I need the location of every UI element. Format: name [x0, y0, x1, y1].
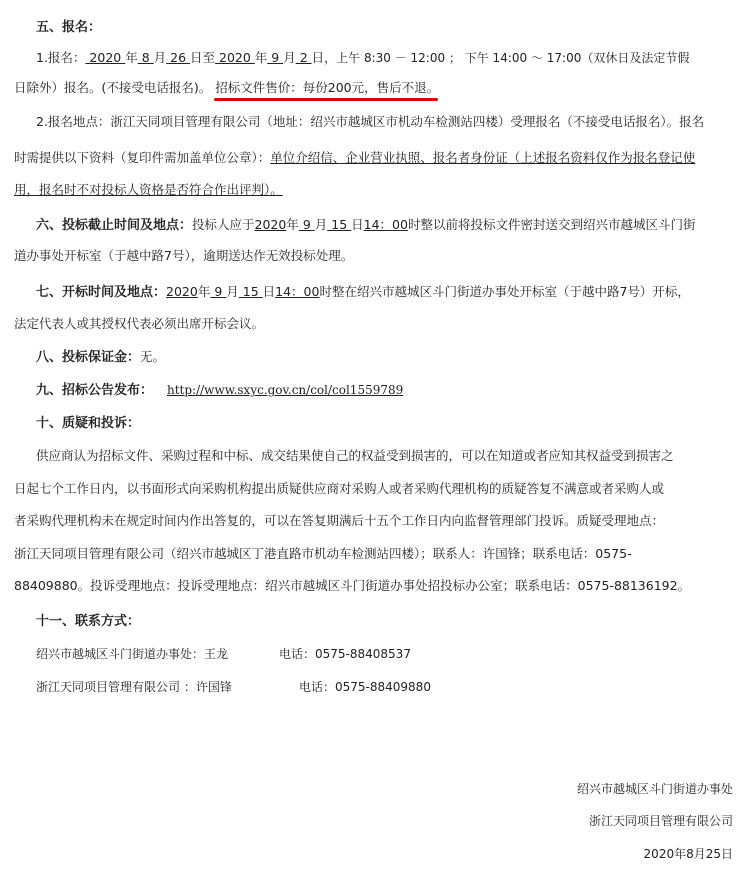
price-note: 招标文件售价：每份200元，售后不退。	[215, 80, 440, 95]
section5-line4	[14, 148, 695, 166]
start-month: 8	[137, 50, 154, 65]
text: 日至	[190, 50, 216, 65]
text: 日	[311, 50, 325, 65]
text: 月	[314, 217, 328, 232]
required-docs: 单位介绍信、企业营业执照、报名者身份证（上述报名资料仅作为报名登记使	[270, 150, 696, 165]
end-year: 2020	[215, 50, 255, 65]
start-year: 2020	[85, 50, 126, 65]
section10-line1: 供应商认为招标文件、采购过程和中标、成交结果使自己的权益受到损害的，可以在知道或者应知其权益受到损害之	[36, 448, 674, 463]
end-month: 9	[267, 50, 284, 65]
red-annotation-underline	[214, 98, 438, 101]
contact2-phone: 电话：0575-88409880	[299, 680, 431, 694]
section5-line3: 2.报名地点：浙江天同项目管理有限公司（地址：绍兴市越城区市机动车检测站四楼）受理报名（不接受电话报名）。报名	[36, 114, 705, 129]
section5-line2	[14, 78, 439, 96]
section10-title: 十、质疑和投诉：	[36, 416, 141, 431]
text: 日	[351, 217, 364, 232]
end-day: 2	[295, 50, 312, 65]
text: 年	[197, 284, 211, 299]
text: 时整在绍兴市越城区斗门街道办事处开标室（于越中路7号）开标，	[319, 284, 690, 299]
section10-line4: 浙江天同项目管理有限公司（绍兴市越城区丁港直路市机动车检测站四楼）；联系人：许国锋；联系电话：0575-	[14, 546, 632, 561]
text: 年	[254, 50, 268, 65]
deadline-year: 2020	[254, 217, 287, 232]
text: 日除外）报名。(不接受电话报名)。	[14, 80, 212, 95]
section10-line3: 者采购代理机构未在规定时间内作出答复的，可以在答复期满后十五个工作日内向监督管理部门投诉。质疑受理地点：	[14, 513, 665, 528]
text: 月	[153, 50, 167, 65]
deadline-day: 15	[327, 217, 352, 232]
section8-title: 八、投标保证金：	[36, 350, 141, 365]
contact1-name: 绍兴市越城区斗门街道办事处：王龙	[36, 647, 229, 661]
text: 日	[262, 284, 276, 299]
deadline-time: 14：00	[363, 217, 408, 232]
opening-day: 15	[238, 284, 263, 299]
text: 月	[226, 284, 239, 299]
section5-title: 五、报名：	[36, 20, 102, 35]
section6-line2: 道办事处开标室（于越中路7号），逾期送达作无效投标处理。	[14, 248, 354, 263]
text: 时整以前将投标文件密封送交到绍兴市越城区斗门街	[407, 217, 696, 232]
text: 投标人应于	[192, 217, 255, 232]
section6-title: 六、投标截止时间及地点：	[36, 218, 193, 233]
text: 月	[283, 50, 296, 65]
signature-org2: 浙江天同项目管理有限公司	[588, 814, 733, 828]
section6-line1	[36, 214, 695, 233]
text: 1.报名：	[36, 50, 86, 65]
opening-year: 2020	[166, 284, 198, 299]
section5-line1	[36, 48, 689, 66]
opening-month: 9	[210, 284, 227, 299]
contact1-phone: 电话：0575-88408537	[279, 647, 411, 661]
section7-line2: 法定代表人或其授权代表必须出席开标会议。	[14, 316, 265, 331]
bid-bond-value: 无。	[140, 349, 166, 364]
section9-title: 九、招标公告发布：	[36, 383, 154, 398]
section10-line2: 日起七个工作日内，以书面形式向采购机构提出质疑供应商对采购人或者采购代理机构的质疑答复不满意或者采购人或	[14, 481, 665, 496]
section9-line	[36, 379, 403, 398]
section11-title: 十一、联系方式：	[36, 614, 141, 629]
deadline-month: 9	[298, 217, 315, 232]
start-day: 26	[166, 50, 190, 65]
text: 年	[125, 50, 138, 65]
text: 时需提供以下资料（复印件需加盖单位公章）：	[14, 150, 271, 165]
section10-line5: 88409880。投诉受理地点：投诉受理地点：绍兴市越城区斗门街道办事处招投标办公室；联系电话：0575-88136192。	[14, 578, 691, 593]
section7-line1	[36, 281, 690, 300]
section5-line5: 用，报名时不对投标人资格是否符合作出评判）。	[14, 182, 283, 197]
signature-date: 2020年8月25日	[643, 847, 733, 861]
opening-time: 14：00	[275, 284, 320, 299]
section7-title: 七、开标时间及地点：	[36, 285, 167, 300]
section8-line	[36, 346, 165, 365]
contact2-name: 浙江天同项目管理有限公司 ：许国锋	[36, 680, 232, 694]
announcement-link[interactable]: http://www.sxyc.gov.cn/col/col1559789	[167, 383, 404, 397]
text: 年	[286, 217, 299, 232]
text: ，上午 8:30 － 12:00 ； 下午 14:00 ～ 17:00（双休日及法定节假	[324, 51, 690, 65]
signature-org1: 绍兴市越城区斗门街道办事处	[576, 782, 733, 796]
